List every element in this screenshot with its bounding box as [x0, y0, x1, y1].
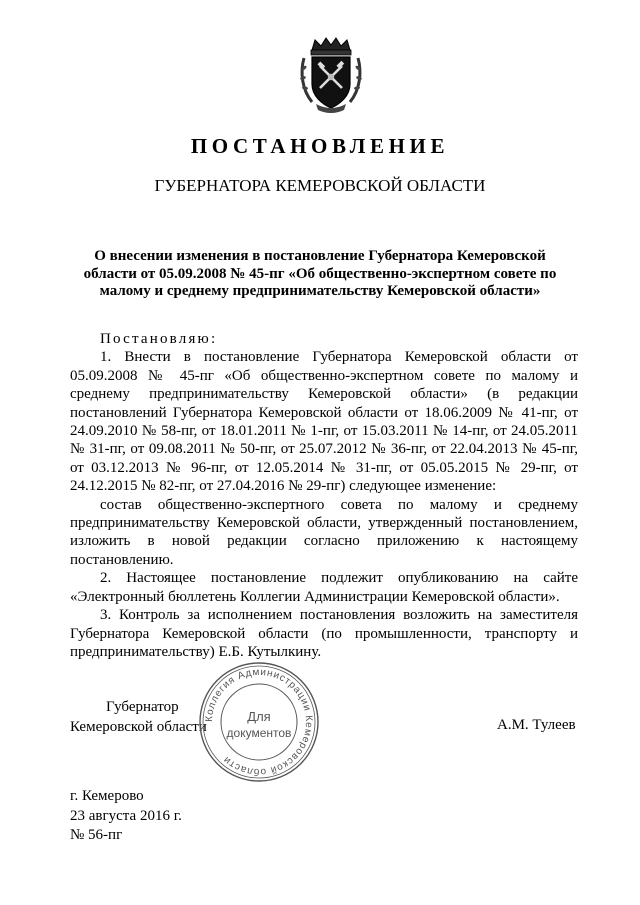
document-title: О внесении изменения в постановление Губернатора Кемеровской области от 05.09.2008 № 45-пг «Об общественно-экспертном совете по малому и среднему предпринимательству Кемеровской области»	[83, 248, 557, 299]
issue-city: г. Кемерово	[70, 788, 144, 804]
stamp-center-line2: документов	[226, 726, 292, 740]
signer-name: А.М. Тулеев	[497, 717, 576, 733]
preamble: Постановляю:	[100, 331, 218, 347]
signature-title-line1: Губернатор	[106, 699, 179, 715]
issue-date: 23 августа 2016 г.	[70, 807, 182, 824]
paragraph-1: 1. Внести в постановление Губернатора Кемеровской области от 05.09.2008 № 45-пг «Об общественно-экспертном совете по малому и среднему предпринимательству Кемеровской области» (в редакции постановлений Губернатора Кемеровской области от 18.06.2009 № 41-пг, от 24.09.2010 № 58-пг, от 18.01.2011 № 1-пг, от 15.03.2011 № 14-пг, от 24.05.2011 № 31-пг, от 09.08.2011 № 50-пг, от 25.07.2012 № 36-пг, от 22.04.2013 № 45-пг, от 03.12.2013 № 96-пг, от 12.05.2014 № 31-пг, от 05.05.2015 № 29-пг, от 24.12.2015 № 82-пг, от 27.04.2016 № 29-пг) следующее изменение:	[70, 349, 578, 495]
signature-title-line2: Кемеровской области	[70, 719, 207, 735]
stamp-ring-text: Коллегия Администрации Кемеровской области	[203, 666, 315, 778]
document-heading: ПОСТАНОВЛЕНИЕ	[190, 134, 450, 158]
document-footer	[70, 787, 182, 846]
stamp-center-line1: Для	[247, 709, 271, 724]
paragraph-3: 3. Контроль за исполнением постановления возложить на заместителя Губернатора Кемеровской области (по промышленности, транспорту и предпринимательству) Е.Б. Кутылкину.	[70, 607, 578, 660]
signature-title	[70, 697, 207, 737]
document-body	[70, 330, 578, 661]
document-subheading: ГУБЕРНАТОРА КЕМЕРОВСКОЙ ОБЛАСТИ	[154, 176, 486, 195]
paragraph-2: 2. Настоящее постановление подлежит опубликованию на сайте «Электронный бюллетень Коллегии Администрации Кемеровской области».	[70, 570, 578, 605]
document-number: № 56-пг	[70, 827, 123, 843]
official-stamp	[197, 660, 321, 784]
paragraph-1-change: состав общественно-экспертного совета по малому и среднему предпринимательству Кемеровской области, утвержденный постановлением, изложить в новой редакции согласно приложению к настоящему постановлению.	[70, 496, 578, 568]
kemerovo-coat-of-arms-icon	[298, 36, 364, 114]
